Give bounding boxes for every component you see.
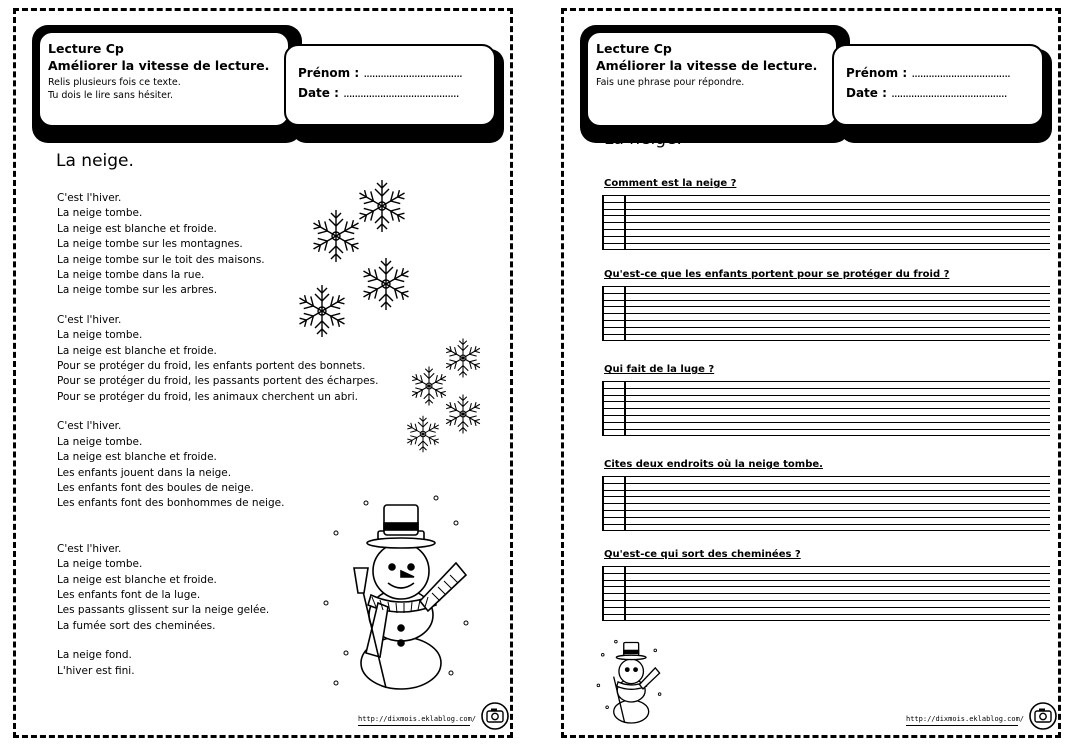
answer-line xyxy=(602,620,1050,621)
answer-line xyxy=(602,476,1050,477)
answer-line xyxy=(602,320,1050,321)
poem-line: La neige tombe sur les montagnes. xyxy=(57,238,243,251)
answer-line xyxy=(602,401,1050,402)
poem-line: La neige tombe. xyxy=(57,558,143,571)
poem-stanza xyxy=(57,313,379,405)
website-url: http://dixmois.eklablog.com/ xyxy=(906,715,1025,723)
page-title: La neige. xyxy=(56,151,134,171)
answer-line xyxy=(602,415,1050,416)
poem-line: Les enfants jouent dans la neige. xyxy=(57,466,232,479)
poem-stanza xyxy=(57,648,307,679)
header-instruction: Tu dois le lire sans hésiter. xyxy=(48,90,174,101)
poem-line: Pour se protéger du froid, les animaux cherchent un abri. xyxy=(57,390,358,403)
answer-line xyxy=(602,580,1050,581)
answer-line xyxy=(602,422,1050,423)
poem-line: La neige tombe sur le toit des maisons. xyxy=(57,253,265,266)
poem-line: La neige est blanche et froide. xyxy=(57,222,217,235)
answer-line xyxy=(602,510,1050,511)
poem-line: Pour se protéger du froid, les enfants portent des bonnets. xyxy=(57,360,366,373)
snowflake-icon xyxy=(443,339,482,378)
header-subtitle: Améliorer la vitesse de lecture. xyxy=(48,58,270,73)
poem-line: C'est l'hiver. xyxy=(57,192,122,204)
answer-line xyxy=(602,388,1050,389)
snowman-icon xyxy=(594,633,664,729)
question-label: Qui fait de la luge ? xyxy=(604,364,715,375)
question-block xyxy=(604,364,1050,436)
poem-line: La neige est blanche et froide. xyxy=(57,573,217,586)
questions-sheet xyxy=(561,8,1061,738)
firstname-field[interactable]: ................................... xyxy=(911,66,1010,80)
answer-lines[interactable] xyxy=(624,381,1050,436)
answer-line xyxy=(602,517,1050,518)
question-label: Qu'est-ce qui sort des cheminées ? xyxy=(604,549,801,560)
snowflake-icon xyxy=(296,285,348,337)
header-instruction: Relis plusieurs fois ce texte. xyxy=(48,77,181,88)
answer-line xyxy=(602,586,1050,587)
firstname-label: Prénom : xyxy=(846,66,908,80)
header-title: Lecture Cp xyxy=(596,41,672,56)
answer-line xyxy=(602,209,1050,210)
firstname-field[interactable]: ................................... xyxy=(363,66,462,80)
answer-line xyxy=(602,490,1050,491)
question-block xyxy=(604,549,1050,621)
answer-line xyxy=(602,524,1050,525)
reading-sheet xyxy=(13,8,513,738)
answer-line xyxy=(602,236,1050,237)
answer-line xyxy=(602,327,1050,328)
header-box xyxy=(586,31,838,127)
camera-icon xyxy=(480,701,510,731)
date-label: Date : xyxy=(298,86,339,100)
answer-line xyxy=(602,293,1050,294)
poem-line: Les passants glissent sur la neige gelée. xyxy=(57,604,270,617)
header-box xyxy=(38,31,290,127)
answer-line xyxy=(602,483,1050,484)
question-block xyxy=(604,269,1050,341)
answer-line xyxy=(602,313,1050,314)
answer-lines[interactable] xyxy=(624,476,1050,531)
answer-line xyxy=(602,300,1050,301)
website-url: http://dixmois.eklablog.com/ xyxy=(358,715,477,723)
poem-line: C'est l'hiver. xyxy=(57,313,122,326)
poem-text xyxy=(57,191,379,693)
snowflake-icon xyxy=(405,416,441,452)
answer-line xyxy=(602,286,1050,287)
answer-line xyxy=(602,229,1050,230)
answer-line xyxy=(602,496,1050,497)
date-field[interactable]: ......................................... xyxy=(891,86,1007,100)
question-label: Qu'est-ce que les enfants portent pour se protéger du froid ? xyxy=(604,269,950,280)
poem-line: C'est l'hiver. xyxy=(57,542,122,555)
answer-line xyxy=(602,593,1050,594)
question-block xyxy=(604,178,1050,250)
answer-line xyxy=(602,566,1050,567)
student-id-box xyxy=(284,44,496,126)
snowman-icon xyxy=(316,493,476,693)
poem-line: La neige est blanche et froide. xyxy=(57,344,217,357)
poem-line: L'hiver est fini. xyxy=(57,664,135,677)
answer-line xyxy=(602,429,1050,430)
header-subtitle: Améliorer la vitesse de lecture. xyxy=(596,58,818,73)
answer-line xyxy=(602,530,1050,531)
poem-line: La neige tombe. xyxy=(57,435,143,448)
snowflake-icon xyxy=(443,395,482,434)
answer-lines[interactable] xyxy=(624,566,1050,621)
answer-line xyxy=(602,215,1050,216)
question-block xyxy=(604,459,1050,531)
poem-line: La neige tombe. xyxy=(57,329,143,342)
snowflake-icon xyxy=(360,258,412,310)
answer-line xyxy=(602,202,1050,203)
answer-line xyxy=(602,306,1050,307)
answer-line xyxy=(602,222,1050,223)
answer-line xyxy=(602,395,1050,396)
poem-line: La neige tombe dans la rue. xyxy=(57,269,205,282)
date-field[interactable]: ......................................... xyxy=(343,86,459,100)
snowflakes-illustration xyxy=(401,336,501,456)
poem-line: La fumée sort des cheminées. xyxy=(57,619,216,632)
answer-line xyxy=(602,243,1050,244)
answer-lines[interactable] xyxy=(624,195,1050,250)
answer-line xyxy=(602,607,1050,608)
answer-line xyxy=(602,381,1050,382)
answer-line xyxy=(602,334,1050,335)
answer-line xyxy=(602,408,1050,409)
answer-line xyxy=(602,614,1050,615)
question-label: Comment est la neige ? xyxy=(604,178,737,189)
answer-line xyxy=(602,573,1050,574)
header-title: Lecture Cp xyxy=(48,41,124,56)
poem-line: Les enfants font des bonhommes de neige. xyxy=(57,497,285,510)
poem-stanza xyxy=(57,419,307,511)
snowflake-icon xyxy=(310,210,362,262)
poem-line: La neige est blanche et froide. xyxy=(57,451,217,464)
poem-line: Les enfants font des boules de neige. xyxy=(57,481,254,494)
poem-line: Pour se protéger du froid, les passants portent des écharpes. xyxy=(57,375,379,388)
firstname-label: Prénom : xyxy=(298,66,360,80)
answer-line xyxy=(602,249,1050,250)
answer-line xyxy=(602,340,1050,341)
camera-icon xyxy=(1028,701,1058,731)
answer-line xyxy=(602,503,1050,504)
poem-line: La neige tombe. xyxy=(57,207,143,220)
question-label: Cites deux endroits où la neige tombe. xyxy=(604,459,823,470)
poem-line: C'est l'hiver. xyxy=(57,420,122,433)
snowflakes-illustration xyxy=(294,176,434,346)
snowflake-icon xyxy=(409,367,448,406)
header-instruction: Fais une phrase pour répondre. xyxy=(596,77,745,88)
answer-line xyxy=(602,195,1050,196)
poem-line: La neige fond. xyxy=(57,649,132,662)
answer-line xyxy=(602,435,1050,436)
poem-line: Les enfants font de la luge. xyxy=(57,588,201,601)
page-title: La neige. xyxy=(604,129,682,149)
student-id-box xyxy=(832,44,1044,126)
poem-line: La neige tombe sur les arbres. xyxy=(57,284,218,297)
answer-lines[interactable] xyxy=(624,286,1050,341)
poem-stanza xyxy=(57,191,307,299)
date-label: Date : xyxy=(846,86,887,100)
snowflake-icon xyxy=(356,180,408,232)
poem-stanza xyxy=(57,542,307,634)
answer-line xyxy=(602,600,1050,601)
